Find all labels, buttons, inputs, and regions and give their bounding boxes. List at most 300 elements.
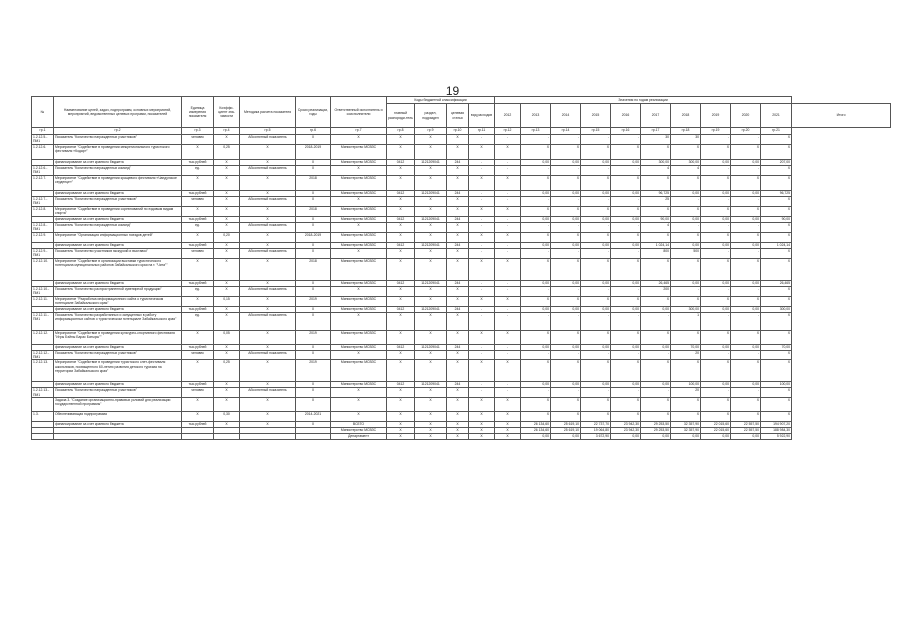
table-cell: 4 (671, 166, 701, 176)
table-cell: X (415, 313, 447, 331)
table-cell: 26,465 (641, 281, 671, 287)
table-cell: 0,00 (611, 217, 641, 223)
table-cell: X (415, 145, 447, 160)
table-cell: - (495, 281, 521, 287)
table-cell: X (415, 207, 447, 217)
table-cell: тыс.рублей (182, 243, 214, 249)
table-cell: 25 619,10 (551, 427, 581, 433)
row-name-cell: финансирование за счет краевого бюджета (54, 217, 182, 223)
table-cell: X (240, 297, 296, 307)
table-cell: 0,00 (701, 281, 731, 287)
table-cell: - (551, 223, 581, 233)
table-cell: X (701, 145, 731, 160)
table-cell: - (581, 351, 611, 360)
table-cell: - (495, 351, 521, 360)
table-cell: X (296, 397, 331, 411)
table-cell: - (551, 166, 581, 176)
col-header-year: 2013 (521, 104, 551, 128)
table-cell: 0,00 (551, 307, 581, 313)
table-cell: - (469, 345, 495, 351)
table-cell: - (581, 197, 611, 207)
table-cell: - (469, 160, 495, 166)
col-header-year: 2015 (581, 104, 611, 128)
table-cell: X (331, 313, 387, 331)
column-number-cell: гр.18 (671, 128, 701, 135)
table-cell: 26 134,60 (521, 427, 551, 433)
table-cell: 1121209041 (415, 382, 447, 388)
col-header-unit: Единица измерения показателя (182, 97, 214, 128)
table-cell: X (415, 427, 447, 433)
table-cell: 0,00 (581, 160, 611, 166)
table-cell: 5 922,90 (761, 433, 792, 439)
table-cell: 0,00 (581, 243, 611, 249)
table-cell: X (387, 145, 415, 160)
table-cell: X (469, 427, 495, 433)
row-name-cell: Мероприятие "Организация информационных поездов детей" (54, 233, 182, 243)
table-cell: X (521, 331, 551, 345)
table-cell: 0,00 (551, 382, 581, 388)
table-cell: 22 015,60 (701, 421, 731, 427)
table-cell: 0,00 (611, 243, 641, 249)
table-cell: 0,25 (214, 145, 240, 160)
table-cell: X (296, 166, 331, 176)
table-cell: X (447, 421, 469, 427)
column-number-cell: гр.9 (415, 128, 447, 135)
col-header-executor: Ответственный исполнитель и соисполнители (331, 97, 387, 128)
table-cell: X (296, 217, 331, 223)
row-number-cell: 1.2.12.6. (32, 145, 54, 160)
table-cell: 1121209041 (415, 160, 447, 166)
table-cell: - (469, 382, 495, 388)
table-cell: 0,00 (551, 160, 581, 166)
table-cell (240, 433, 296, 439)
table-cell: X (701, 411, 731, 421)
table-cell: X (551, 411, 581, 421)
table-row (32, 331, 891, 345)
table-cell: X (469, 411, 495, 421)
table-cell: 188 984,30 (761, 427, 792, 433)
table-cell: 20 (671, 351, 701, 360)
table-cell: 300,00 (761, 307, 792, 313)
col-header-no: № (32, 97, 54, 128)
table-row (32, 223, 891, 233)
table-cell: - (581, 388, 611, 397)
table-cell: X (731, 176, 761, 191)
table-cell: Министерство МСВЗС (331, 345, 387, 351)
table-cell: X (551, 259, 581, 281)
table-cell: - (551, 388, 581, 397)
table-cell: - (521, 388, 551, 397)
col-header-year: 2016 (611, 104, 641, 128)
table-cell: человек (182, 351, 214, 360)
table-cell: 0,00 (671, 243, 701, 249)
table-cell: 32 357,90 (671, 421, 701, 427)
row-name-cell: Мероприятие "Разработка информационного сайта о туристическом потенциале Забайкальского края" (54, 297, 182, 307)
table-cell: X (296, 160, 331, 166)
col-header-coef: Коэффи-циент зна-чимости (214, 97, 240, 128)
table-cell: 0,00 (521, 382, 551, 388)
table-cell: X (387, 259, 415, 281)
table-cell: 90,00 (641, 217, 671, 223)
row-number-cell (32, 433, 54, 439)
table-row (32, 287, 891, 297)
table-cell: 20 (671, 388, 701, 397)
table-cell: Министерство МСВЗС (331, 297, 387, 307)
table-cell: 244 (447, 217, 469, 223)
table-cell: Министерство МСВЗС (331, 243, 387, 249)
table-cell: Министерство МСВЗС (331, 382, 387, 388)
table-cell: 0,00 (551, 191, 581, 197)
table-cell: X (641, 411, 671, 421)
table-cell: - (581, 135, 611, 145)
table-cell: 0,00 (641, 345, 671, 351)
table-cell: X (581, 397, 611, 411)
table-cell: X (495, 233, 521, 243)
table-cell: X (214, 197, 240, 207)
table-cell: X (331, 388, 387, 397)
table-cell: 0,00 (671, 217, 701, 223)
row-name-cell: финансирование за счет краевого бюджета (54, 307, 182, 313)
table-cell: X (214, 281, 240, 287)
table-cell: X (447, 360, 469, 382)
table-cell: X (214, 313, 240, 331)
table-cell: X (447, 331, 469, 345)
table-cell: X (581, 297, 611, 307)
table-cell: X (521, 259, 551, 281)
row-number-cell: 1.2.12.6.-ПМ1 (32, 166, 54, 176)
table-cell: X (415, 433, 447, 439)
table-cell: - (671, 197, 701, 207)
table-cell: X (761, 207, 792, 217)
table-cell: X (296, 243, 331, 249)
table-cell: 0,00 (611, 382, 641, 388)
table-row (32, 176, 891, 191)
table-cell: Абсолютный показатель (240, 287, 296, 297)
table-cell: - (469, 249, 495, 259)
table-cell: X (521, 176, 551, 191)
table-cell: человек (182, 249, 214, 259)
table-cell: 0,00 (611, 307, 641, 313)
table-cell: 0,00 (701, 307, 731, 313)
table-cell: 2014-2021 (296, 411, 331, 421)
table-cell: - (469, 388, 495, 397)
col-header-year: 2017 (641, 104, 671, 128)
row-name-cell: Мероприятие "Содействие в проведении культурно-спортивного фестиваля "Игры Бэйны Барас Батыры"" (54, 331, 182, 345)
table-cell: X (447, 166, 469, 176)
table-cell: 0412 (387, 243, 415, 249)
table-cell: X (182, 145, 214, 160)
table-cell: X (495, 331, 521, 345)
table-cell: X (469, 421, 495, 427)
table-cell: 244 (447, 307, 469, 313)
table-cell: X (761, 411, 792, 421)
table-cell: - (641, 313, 671, 331)
table-cell: X (415, 223, 447, 233)
table-cell: X (296, 313, 331, 331)
table-cell: Абсолютный показатель (240, 313, 296, 331)
table-cell: 0,00 (701, 382, 731, 388)
table-cell: 1 (671, 313, 701, 331)
table-cell: 22 737,70 (581, 421, 611, 427)
table-cell: X (701, 297, 731, 307)
table-cell: X (495, 145, 521, 160)
table-cell: 0,00 (731, 382, 761, 388)
row-name-cell: Показатель "Количество награжденных участников" (54, 351, 182, 360)
table-cell: X (387, 249, 415, 259)
table-cell: Министерство МСВЗС (331, 259, 387, 281)
table-cell: X (387, 297, 415, 307)
table-cell: - (551, 135, 581, 145)
table-cell: 0,00 (581, 382, 611, 388)
table-cell: - (701, 135, 731, 145)
table-cell: X (469, 433, 495, 439)
table-cell: X (415, 297, 447, 307)
table-cell: X (671, 145, 701, 160)
table-cell: - (469, 243, 495, 249)
row-number-cell: 1.2.12.5.-ПМ1 (32, 135, 54, 145)
table-cell: X (387, 233, 415, 243)
table-cell: Министерство МСВЗС (331, 307, 387, 313)
table-cell: X (214, 345, 240, 351)
table-cell: X (495, 360, 521, 382)
table-cell: X (214, 249, 240, 259)
table-cell: X (469, 331, 495, 345)
table-cell: X (182, 297, 214, 307)
table-cell: 0,00 (731, 433, 761, 439)
table-cell: - (581, 313, 611, 331)
table-cell: человек (182, 135, 214, 145)
col-header-kbk-type: вид расходов (469, 104, 495, 128)
table-cell: тыс.рублей (182, 382, 214, 388)
table-cell: X (761, 197, 792, 207)
table-cell: 0,00 (641, 433, 671, 439)
table-cell: X (182, 176, 214, 191)
table-cell: - (469, 287, 495, 297)
table-cell (296, 433, 331, 439)
table-cell: 2018 (296, 207, 331, 217)
table-cell: 32 357,90 (671, 427, 701, 433)
table-cell: 0,30 (214, 411, 240, 421)
table-cell: 0412 (387, 217, 415, 223)
table-cell: X (296, 345, 331, 351)
table-cell: X (611, 176, 641, 191)
table-cell: 70,00 (761, 345, 792, 351)
table-cell: X (761, 351, 792, 360)
table-cell: X (641, 207, 671, 217)
table-cell: X (415, 397, 447, 411)
table-cell: X (296, 388, 331, 397)
table-cell: 194 907,20 (761, 421, 792, 427)
table-cell: X (240, 345, 296, 351)
column-number-cell: гр.6 (296, 128, 331, 135)
column-number-cell: гр.10 (447, 128, 469, 135)
table-cell: 207,00 (761, 160, 792, 166)
table-cell: X (581, 176, 611, 191)
table-cell: X (551, 176, 581, 191)
table-cell: 0,00 (551, 217, 581, 223)
table-cell: ед. (182, 223, 214, 233)
table-cell: X (182, 331, 214, 345)
table-cell: 22 557,50 (731, 421, 761, 427)
table-cell: X (415, 331, 447, 345)
table-cell: 0,00 (731, 191, 761, 197)
table-cell: X (240, 397, 296, 411)
table-cell: 300,00 (671, 160, 701, 166)
table-cell: X (611, 331, 641, 345)
table-cell: X (240, 411, 296, 421)
table-cell: X (731, 259, 761, 281)
table-cell: Департамент (331, 433, 387, 439)
table-cell: X (495, 421, 521, 427)
column-number-cell: гр.15 (581, 128, 611, 135)
table-cell: - (521, 197, 551, 207)
table-cell: X (731, 145, 761, 160)
table-cell: 0,00 (641, 382, 671, 388)
row-name-cell: Показатель "Количество участников экскурсий и выставок" (54, 249, 182, 259)
table-cell: X (214, 217, 240, 223)
table-cell: X (447, 287, 469, 297)
table-cell: - (671, 287, 701, 297)
table-cell: X (415, 249, 447, 259)
col-header-kbk: Коды бюджетной классификации (387, 97, 495, 104)
table-cell: X (240, 259, 296, 281)
table-cell: - (581, 249, 611, 259)
table-cell: X (387, 223, 415, 233)
table-cell: X (415, 176, 447, 191)
table-cell: X (469, 259, 495, 281)
col-header-kbk-grbs: главный распоряди-тель (387, 104, 415, 128)
table-cell: 2018 (296, 259, 331, 281)
table-cell: X (581, 207, 611, 217)
table-cell: X (611, 259, 641, 281)
table-cell: X (296, 223, 331, 233)
table-cell: - (521, 166, 551, 176)
table-cell: 0412 (387, 382, 415, 388)
table-cell: 0412 (387, 345, 415, 351)
table-cell: X (495, 176, 521, 191)
table-cell: X (447, 351, 469, 360)
table-cell: - (469, 223, 495, 233)
row-number-cell: 1.3. (32, 411, 54, 421)
column-number-cell: гр.11 (469, 128, 495, 135)
table-cell: 0,00 (581, 307, 611, 313)
table-cell: - (469, 313, 495, 331)
col-header-year: 2020 (731, 104, 761, 128)
table-cell: 0,00 (701, 217, 731, 223)
table-cell: 0,00 (731, 281, 761, 287)
table-cell: - (469, 281, 495, 287)
table-cell: человек (182, 197, 214, 207)
table-cell: X (214, 166, 240, 176)
table-cell: X (331, 223, 387, 233)
column-number-cell: гр.8 (387, 128, 415, 135)
table-cell: 0,00 (611, 433, 641, 439)
row-number-cell: 1.2.12.9. (32, 233, 54, 243)
row-name-cell: Мероприятие "Содействие в проведении межрегионального туристского фестиваля «Кодар»" (54, 145, 182, 160)
table-row (32, 351, 891, 360)
table-cell: 1 024,14 (641, 243, 671, 249)
table-cell: X (182, 233, 214, 243)
row-number-cell: 1.2.12.13. (32, 360, 54, 382)
row-name-cell: Показатель "Количество награжденных участников" (54, 197, 182, 207)
table-cell: 0,00 (731, 243, 761, 249)
table-cell: - (611, 351, 641, 360)
table-row (32, 197, 891, 207)
table-cell: - (495, 191, 521, 197)
row-number-cell: 1.2.12.8.-ПМ1 (32, 223, 54, 233)
table-cell: ед. (182, 313, 214, 331)
table-cell: 0,25 (214, 360, 240, 382)
table-cell: X (296, 249, 331, 259)
table-cell: - (611, 197, 641, 207)
table-cell: X (331, 249, 387, 259)
table-cell: X (641, 360, 671, 382)
table-cell: 1121209041 (415, 217, 447, 223)
table-cell: - (495, 166, 521, 176)
table-cell: X (731, 297, 761, 307)
table-cell: X (469, 397, 495, 411)
table-cell: - (551, 313, 581, 331)
table-cell: - (521, 135, 551, 145)
table-cell: X (214, 223, 240, 233)
table-cell: 96,725 (641, 191, 671, 197)
table-cell: Министерство МСВЗС (331, 360, 387, 382)
col-header-year: 2014 (551, 104, 581, 128)
table-cell: - (495, 382, 521, 388)
table-cell: X (182, 207, 214, 217)
table-cell: 0,20 (214, 233, 240, 243)
table-cell: X (240, 307, 296, 313)
table-cell: 0,00 (731, 160, 761, 166)
table-cell: X (761, 388, 792, 397)
table-cell: 26 134,60 (521, 421, 551, 427)
table-cell: X (761, 166, 792, 176)
table-cell: X (331, 197, 387, 207)
table-cell: X (182, 360, 214, 382)
table-cell: X (447, 427, 469, 433)
table-cell: Абсолютный показатель (240, 249, 296, 259)
table-cell: - (521, 351, 551, 360)
col-header-kbk-section: раздел, подраздел (415, 104, 447, 128)
table-cell: X (415, 421, 447, 427)
header-row-top (32, 97, 891, 104)
table-cell: X (611, 145, 641, 160)
table-cell: 100,00 (761, 382, 792, 388)
table-cell: X (731, 331, 761, 345)
table-cell: - (495, 160, 521, 166)
table-cell: Министерство МСВЗС (331, 233, 387, 243)
table-cell: X (761, 287, 792, 297)
table-cell: X (214, 160, 240, 166)
table-cell: - (495, 223, 521, 233)
table-cell: Абсолютный показатель (240, 388, 296, 397)
table-cell: - (701, 388, 731, 397)
table-cell: X (387, 197, 415, 207)
table-row (32, 145, 891, 160)
table-cell: Абсолютный показатель (240, 135, 296, 145)
table-cell: X (671, 207, 701, 217)
table-cell: X (182, 397, 214, 411)
table-cell: X (701, 331, 731, 345)
table-cell: X (581, 360, 611, 382)
table-cell: ВСЕГО (331, 421, 387, 427)
table-cell: 0,00 (671, 433, 701, 439)
table-cell: X (296, 135, 331, 145)
table-cell: X (331, 287, 387, 297)
table-cell: - (671, 223, 701, 233)
table-cell: X (521, 233, 551, 243)
column-number-cell: гр.12 (495, 128, 521, 135)
